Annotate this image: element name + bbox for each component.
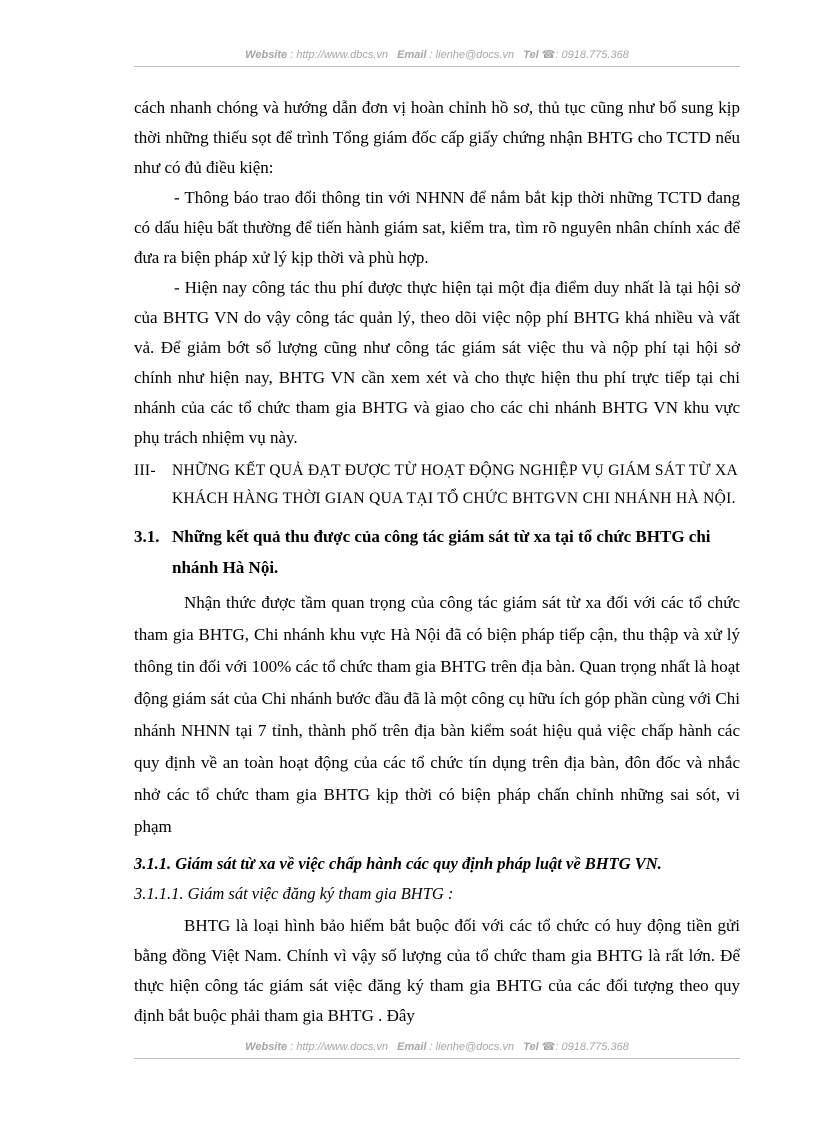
paragraph-nhnn-info: - Thông báo trao đổi thông tin với NHNN để nắm bắt kịp thời những TCTD đang có dấu hiệu bất thường để tiến hành giám sat, kiểm tra, tìm rõ nguyên nhân chính xác để đưa ra biện pháp xử lý kịp thời và phù hợp. [134,188,740,267]
heading-3-1-1-1: 3.1.1.1. Giám sát việc đăng ký tham gia BHTG : [134,884,454,903]
paragraph-registration: BHTG là loại hình bảo hiểm bắt buộc đối với các tổ chức có huy động tiền gửi bằng đồng Việt Nam. Chính vì vậy số lượng của tổ chức tham gia BHTG là rất lớn. Để thực hiện công tác giám sát việc đăng ký tham gia BHTG của các đối tượng theo quy định bắt buộc phải tham gia BHTG . Đây [134,916,740,1025]
section-3-heading [134,457,740,513]
header-tel-value: : 0918.775.368 [555,49,629,61]
phone-icon: ☎ [541,49,556,61]
header-email-label: Email [397,49,427,61]
paragraph-intro: cách nhanh chóng và hướng dẫn đơn vị hoàn chỉnh hồ sơ, thủ tục cũng như bổ sung kịp thời những thiếu sọt để trình Tổng giám đốc cấp giấy chứng nhận BHTG cho TCTD nếu như có đủ điều kiện: [134,98,740,177]
heading-3-1-1: 3.1.1. Giám sát từ xa về việc chấp hành các quy định pháp luật về BHTG VN. [134,854,662,873]
footer-email-label: Email [397,1041,427,1053]
paragraph-fee-collection: - Hiện nay công tác thu phí được thực hiện tại một địa điểm duy nhất là tại hội sở của BHTG VN do vậy công tác quản lý, theo dõi việc nộp phí BHTG khá nhiều và vất vả. Để giảm bớt số lượng cũng như công tác giám sát việc thu và nộp phí tại hội sở chính như hiện nay, BHTG VN cần xem xét và cho thực hiện thu phí trực tiếp tại chi nhánh của các tổ chức tham gia BHTG và giao cho các chi nhánh BHTG VN khu vực phụ trách nhiệm vụ này. [134,278,740,447]
footer-website-url[interactable]: : http://www.docs.vn [290,1041,389,1053]
footer-website-label: Website [245,1041,288,1053]
page-header [134,48,740,61]
footer-rule [134,1058,740,1059]
header-email-value[interactable]: : lienhe@docs.vn [429,49,515,61]
header-website-url[interactable]: : http://www.dbcs.vn [290,49,389,61]
section-3-1-title: Những kết quả thu được của công tác giám sát từ xa tại tổ chức BHTG chi nhánh Hà Nội. [172,527,711,577]
header-rule [134,66,740,67]
section-3-1-number: 3.1. [134,527,160,546]
phone-icon: ☎ [541,1041,556,1053]
document-body [134,93,740,1031]
footer-tel-label: Tel [523,1041,539,1053]
header-website-label: Website [245,49,288,61]
footer-tel-value: : 0918.775.368 [555,1041,629,1053]
section-3-1-heading [134,521,740,583]
header-tel-label: Tel [523,49,539,61]
section-3-number: III- [134,462,156,479]
paragraph-awareness: Nhận thức được tầm quan trọng của công tác giám sát từ xa đối với các tổ chức tham gia BHTG, Chi nhánh khu vực Hà Nội đã có biện pháp tiếp cận, thu thập và xử lý thông tin đối với 100% các tổ chức tham gia BHTG trên địa bàn. Quan trọng nhất là hoạt động giám sát của Chi nhánh bước đầu đã là một công cụ hữu ích góp phần cùng với Chi nhánh NHNN tại 7 tỉnh, thành phố trên địa bàn kiểm soát hiệu quả việc chấp hành các quy định về an toàn hoạt động của các tổ chức tín dụng trên địa bàn, đôn đốc và nhắc nhở các tổ chức tham gia BHTG kịp thời có biện pháp chấn chỉnh những sai sót, vi phạm [134,593,740,836]
page-footer [134,1040,740,1053]
section-3-title: NHỮNG KẾT QUẢ ĐẠT ĐƯỢC TỪ HOẠT ĐỘNG NGHIỆP VỤ GIÁM SÁT TỪ XA KHÁCH HÀNG THỜI GIAN QUA TẠI TỔ CHỨC BHTGVN CHI NHÁNH HÀ NỘI. [172,462,738,507]
footer-email-value[interactable]: : lienhe@docs.vn [429,1041,515,1053]
